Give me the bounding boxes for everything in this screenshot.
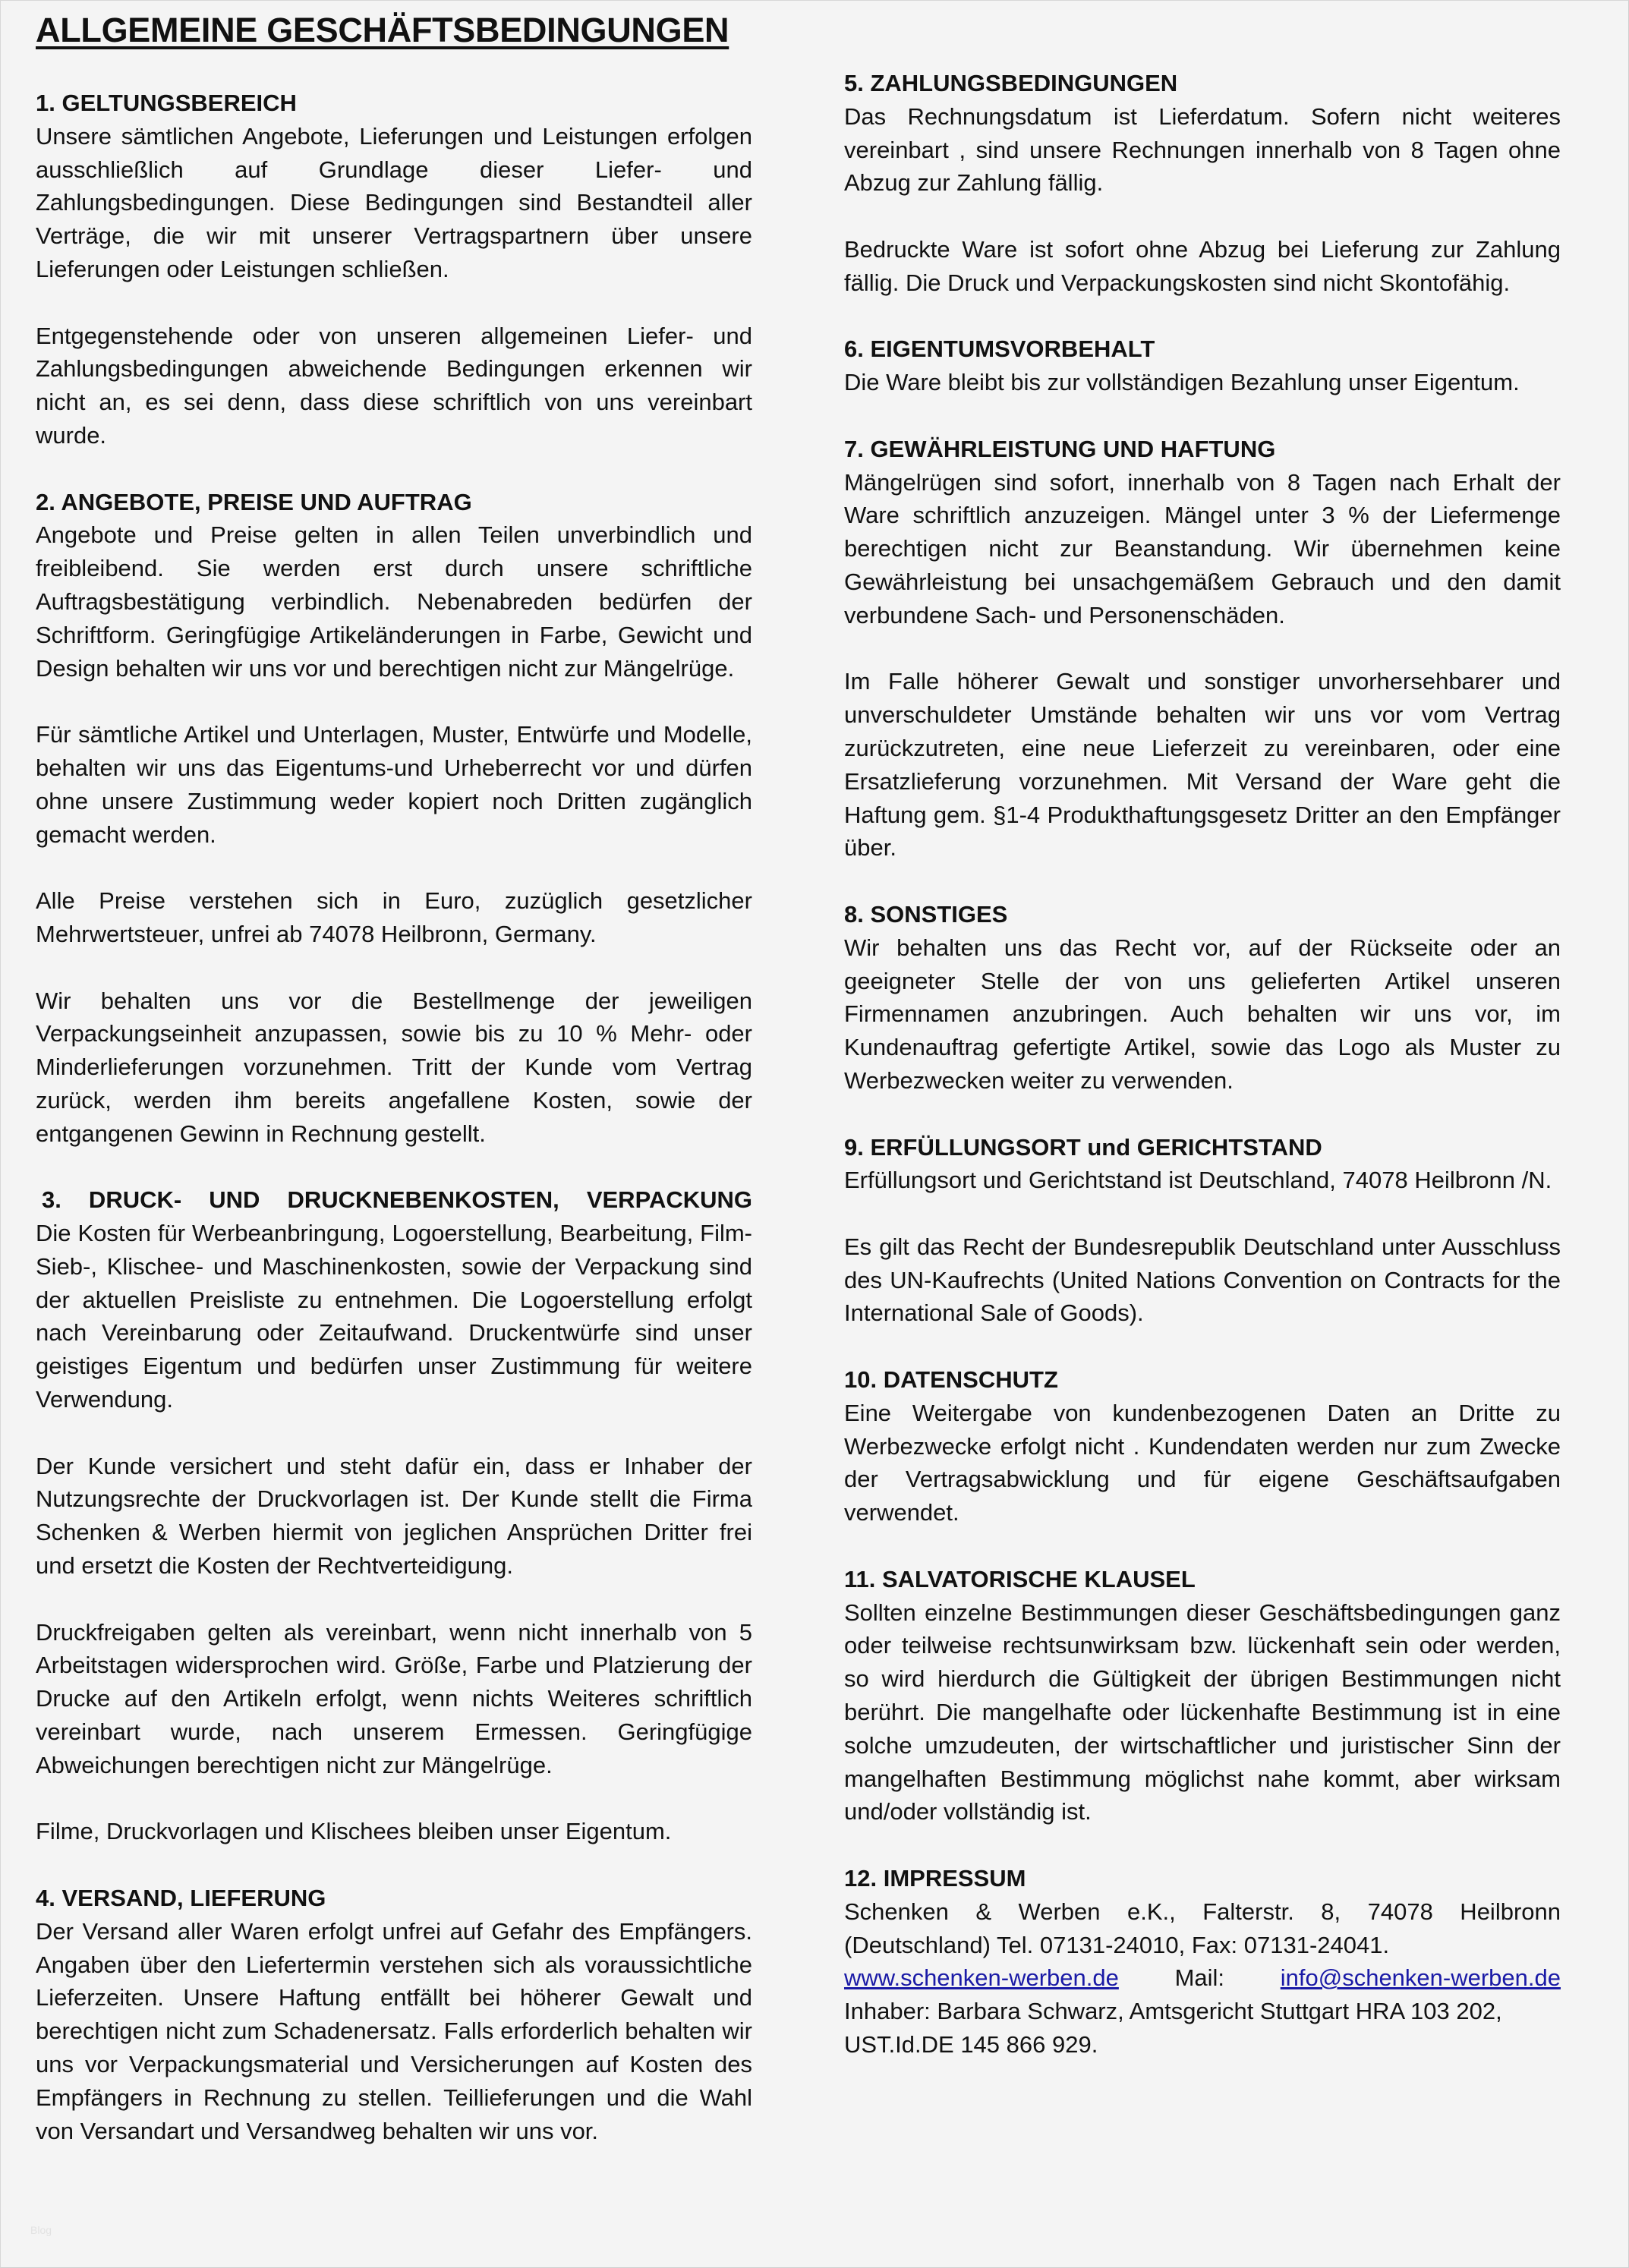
paragraph: Filme, Druckvorlagen und Klischees bleiben unser Eigentum. bbox=[36, 1818, 672, 1845]
paragraph: Es gilt das Recht der Bundesrepublik Deutschland unter Ausschluss des UN-Kaufrechts (United Nations Convention on Contracts for the International Sale of Goods). bbox=[844, 1233, 1561, 1327]
section-versand-lieferung bbox=[36, 1882, 752, 2147]
paragraph: Entgegenstehende oder von unseren allgemeinen Liefer- und Zahlungsbedingungen abweichende Bedingungen erkennen wir nicht an, es sei denn, dass diese schriftlich von uns vereinbart wurde. bbox=[36, 322, 752, 449]
paragraph: Für sämtliche Artikel und Unterlagen, Muster, Entwürfe und Modelle, behalten wir uns das Eigentums-und Urheberrecht vor und dürfen ohne unsere Zustimmung weder kopiert noch Dritten zugänglich gemacht werden. bbox=[36, 721, 752, 848]
section-heading: 2. ANGEBOTE, PREISE UND AUFTRAG bbox=[36, 488, 472, 515]
section-gewaehrleistung-haftung bbox=[844, 433, 1561, 865]
paragraph: Unsere sämtlichen Angebote, Lieferungen und Leistungen erfolgen ausschließlich auf Grundlage dieser Liefer- und Zahlungsbedingungen. Diese Bedingungen sind Bestandteil aller Verträge, die wir mit unserer Vertragspartnern über unsere Lieferungen oder Leistungen schließen. bbox=[36, 122, 752, 282]
paragraph: Im Falle höherer Gewalt und sonstiger unvorhersehbarer und unverschuldeter Umstände behalten wir uns vor vom Vertrag zurückzutreten, eine neue Lieferzeit zu vereinbaren, oder eine Ersatzlieferung vorzunehmen. Mit Versand der Ware geht die Haftung gem. §1-4 Produkthaftungsgesetz Dritter an den Empfänger über. bbox=[844, 668, 1561, 862]
paragraph: Erfüllungsort und Gerichtstand ist Deutschland, 74078 Heilbronn /N. bbox=[844, 1167, 1552, 1194]
section-druck-verpackung bbox=[36, 1183, 752, 1848]
paragraph: Mängelrügen sind sofort, innerhalb von 8 Tagen nach Erhalt der Ware schriftlich anzuzeigen. Mängel unter 3 % der Liefermenge berechtigen nicht zur Beanstandung. Wir übernehmen keine Gewährleistung bei unsachgemäßem Gebrauch und den damit verbundene Sach- und Personenschäden. bbox=[844, 468, 1561, 628]
section-eigentumsvorbehalt bbox=[844, 332, 1561, 399]
left-column bbox=[36, 87, 752, 2181]
paragraph: Wir behalten uns vor die Bestellmenge der jeweiligen Verpackungseinheit anzupassen, sowie bis zu 10 % Mehr- oder Minderlieferungen vorzunehmen. Tritt der Kunde vom Vertrag zurück, werden ihm bereits angefallene Kosten, sowie der entgangenen Gewinn in Rechnung gestellt. bbox=[36, 987, 752, 1147]
paragraph: Angebote und Preise gelten in allen Teilen unverbindlich und freibleibend. Sie werden erst durch unsere schriftliche Auftragsbestätigung verbindlich. Nebenabreden bedürfen der Schriftform. Geringfügige Artikeländerungen in Farbe, Gewicht und Design behalten wir uns vor und berechtigen nicht zur Mängelrüge. bbox=[36, 521, 752, 682]
paragraph: Eine Weitergabe von kundenbezogenen Daten an Dritte zu Werbezwecke erfolgt nicht . Kundendaten werden nur zum Zwecke der Vertragsabwicklung und für eigene Geschäftsaufgaben verwendet. bbox=[844, 1399, 1561, 1526]
section-erfuellungsort-gerichtstand bbox=[844, 1131, 1561, 1331]
section-zahlungsbedingungen bbox=[844, 67, 1561, 300]
paragraph: Die Kosten für Werbeanbringung, Logoerstellung, Bearbeitung, Film- Sieb-, Klischee- und Maschinenkosten, sowie der Verpackung sind der aktuellen Preisliste zu entnehmen. Die Logoerstellung erfolgt nach Vereinbarung oder Zeitaufwand. Druckentwürfe sind unser geistiges Eigentum und bedürfen unser Zustimmung für weitere Verwendung. bbox=[36, 1220, 752, 1413]
paragraph: Der Kunde versichert und steht dafür ein, dass er Inhaber der Nutzungsrechte der Druckvorlagen ist. Der Kunde stellt die Firma Schenken & Werben hiermit von jeglichen Ansprüchen Dritter frei und ersetzt die Kosten der Rechtverteidigung. bbox=[36, 1452, 752, 1580]
right-column bbox=[844, 67, 1561, 2062]
paragraph: Alle Preise verstehen sich in Euro, zuzüglich gesetzlicher Mehrwertsteuer, unfrei ab 74078 Heilbronn, Germany. bbox=[36, 887, 752, 947]
section-heading: 12. IMPRESSUM bbox=[844, 1865, 1026, 1892]
paragraph: Wir behalten uns das Recht vor, auf der Rückseite oder an geeigneter Stelle der von uns gelieferten Artikel unseren Firmennamen anzubringen. Auch behalten wir uns vor, im Kundenauftrag gefertigte Artikel, sowie das Logo als Muster zu Werbezwecken weiter zu verwenden. bbox=[844, 934, 1561, 1094]
impressum-address: Schenken & Werben e.K., Falterstr. 8, 74078 Heilbronn (Deutschland) Tel. 07131-24010, Fax: 07131-24041. bbox=[844, 1898, 1561, 1958]
section-geltungsbereich bbox=[36, 87, 752, 452]
paragraph: Sollten einzelne Bestimmungen dieser Geschäftsbedingungen ganz oder teilweise rechtsunwirksam bzw. lückenhaft sein oder werden, so wird hierdurch die Gültigkeit der übrigen Bestimmungen nicht berührt. Die mangelhafte oder lückenhafte Bestimmung ist in eine solche umzudeuten, der wirtschaftlicher und juristischer Sinn der mangelhaften Bestimmung möglichst nahe kommt, aber wirksam und/oder vollständig ist. bbox=[844, 1599, 1561, 1825]
mail-label: Mail: bbox=[1174, 1964, 1225, 1992]
impressum-contact-line bbox=[844, 1961, 1561, 1995]
section-heading: 8. SONSTIGES bbox=[844, 900, 1008, 928]
section-heading: 10. DATENSCHUTZ bbox=[844, 1366, 1058, 1394]
section-heading: 3. DRUCK- UND DRUCKNEBENKOSTEN, VERPACKUNG bbox=[42, 1186, 752, 1214]
section-heading: 1. GELTUNGSBEREICH bbox=[36, 90, 297, 116]
section-salvatorische-klausel bbox=[844, 1563, 1561, 1829]
paragraph: Die Ware bleibt bis zur vollständigen Bezahlung unser Eigentum. bbox=[844, 369, 1520, 396]
watermark: Blog bbox=[30, 2224, 52, 2236]
document-title: ALLGEMEINE GESCHÄFTSBEDINGUNGEN bbox=[36, 11, 729, 49]
section-heading: 6. EIGENTUMSVORBEHALT bbox=[844, 335, 1155, 363]
section-sonstiges bbox=[844, 898, 1561, 1098]
section-heading: 11. SALVATORISCHE KLAUSEL bbox=[844, 1565, 1196, 1592]
paragraph: Bedruckte Ware ist sofort ohne Abzug bei Lieferung zur Zahlung fällig. Die Druck und Verpackungskosten sind nicht Skontofähig. bbox=[844, 235, 1561, 296]
email-link[interactable]: info@schenken-werben.de bbox=[1280, 1964, 1561, 1992]
section-heading: 4. VERSAND, LIEFERUNG bbox=[36, 1885, 326, 1912]
section-angebote-preise-auftrag bbox=[36, 486, 752, 1151]
section-heading: 9. ERFÜLLUNGSORT und GERICHTSTAND bbox=[844, 1133, 1322, 1161]
section-impressum bbox=[844, 1862, 1561, 2062]
paragraph: Das Rechnungsdatum ist Lieferdatum. Sofern nicht weiteres vereinbart , sind unsere Rechnungen innerhalb von 8 Tagen ohne Abzug zur Zahlung fällig. bbox=[844, 102, 1561, 197]
section-datenschutz bbox=[844, 1363, 1561, 1529]
section-heading: 5. ZAHLUNGSBEDINGUNGEN bbox=[844, 70, 1178, 96]
website-link[interactable]: www.schenken-werben.de bbox=[844, 1964, 1119, 1992]
impressum-owner: Inhaber: Barbara Schwarz, Amtsgericht Stuttgart HRA 103 202, UST.Id.DE 145 866 929. bbox=[844, 1998, 1502, 2059]
paragraph: Druckfreigaben gelten als vereinbart, wenn nicht innerhalb von 5 Arbeitstagen widersprochen wird. Größe, Farbe und Platzierung der Drucke auf den Artikeln erfolgt, wenn nichts Weiteres schriftlich vereinbart wurde, nach unserem Ermessen. Geringfügige Abweichungen berechtigen nicht zur Mängelrüge. bbox=[36, 1618, 752, 1778]
section-heading: 7. GEWÄHRLEISTUNG UND HAFTUNG bbox=[844, 435, 1276, 462]
paragraph: Der Versand aller Waren erfolgt unfrei auf Gefahr des Empfängers. Angaben über den Liefertermin verstehen sich als voraussichtliche Lieferzeiten. Unsere Haftung entfällt bei höherer Gewalt und berechtigen nicht zum Schadenersatz. Falls erforderlich behalten wir uns vor Verpackungsmaterial und Versicherungen auf Kosten des Empfängers in Rechnung zu stellen. Teillieferungen und die Wahl von Versandart und Versandweg behalten wir uns vor. bbox=[36, 1917, 752, 2144]
